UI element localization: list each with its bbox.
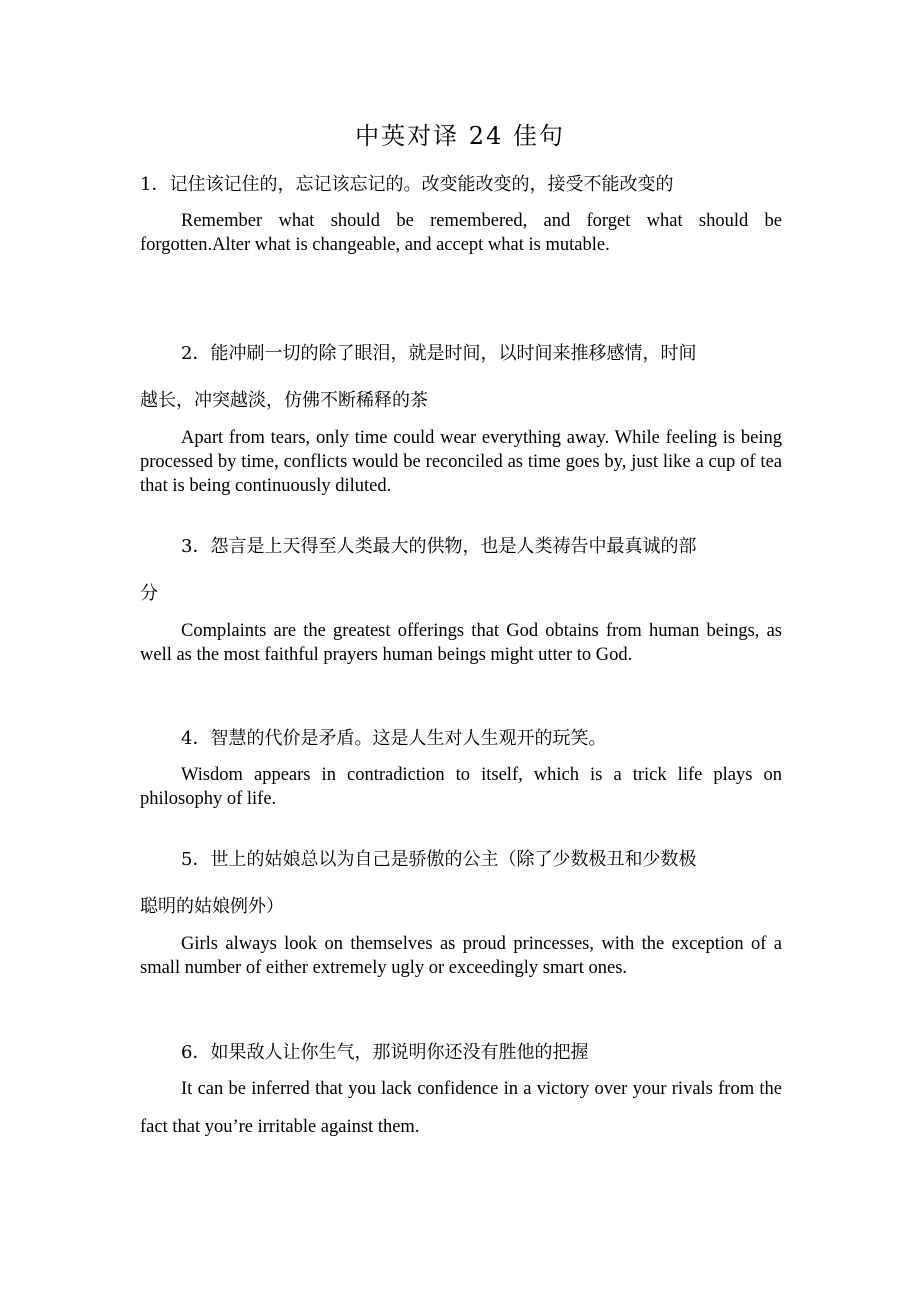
item-2-english: Apart from tears, only time could wear everything away. While feeling is being processed by time, conflicts would be reconciled as time goes by, just like a cup of tea that is being continuously diluted. (140, 428, 782, 496)
item-5-chinese-line2: 聪明的姑娘例外） (140, 896, 284, 917)
item-6-chinese: 6．如果敌人让你生气，那说明你还没有胜他的把握 (181, 1042, 589, 1063)
item-2-chinese-line1: 2．能冲刷一切的除了眼泪，就是时间，以时间来推移感情，时间 (181, 343, 697, 364)
item-3-chinese-line1: 3．怨言是上天得至人类最大的供物，也是人类祷告中最真诚的部 (181, 536, 697, 557)
item-3-english: Complaints are the greatest offerings that God obtains from human beings, as well as the most faithful prayers human beings might utter to God. (140, 621, 782, 665)
item-3-chinese-line2: 分 (140, 583, 158, 604)
item-5-chinese-line1: 5．世上的姑娘总以为自己是骄傲的公主（除了少数极丑和少数极 (181, 849, 697, 870)
item-1-english: Remember what should be remembered, and forget what should be forgotten.Alter what is changeable, and accept what is mutable. (140, 211, 782, 255)
item-4-chinese: 4．智慧的代价是矛盾。这是人生对人生观开的玩笑。 (181, 728, 607, 749)
item-2-chinese-line2: 越长，冲突越淡，仿佛不断稀释的茶 (140, 390, 428, 411)
item-5-english: Girls always look on themselves as proud princesses, with the exception of a small number of either extremely ugly or exceedingly smart ones. (140, 934, 782, 978)
item-1-chinese: 1．记住该记住的，忘记该忘记的。改变能改变的，接受不能改变的 (140, 174, 674, 195)
page-title: 中英对译 24 佳句 (355, 122, 565, 150)
item-6-english: It can be inferred that you lack confidence in a victory over your rivals from the fact that you’re irritable against them. (140, 1079, 782, 1137)
item-4-english: Wisdom appears in contradiction to itself, which is a trick life plays on philosophy of life. (140, 765, 782, 809)
